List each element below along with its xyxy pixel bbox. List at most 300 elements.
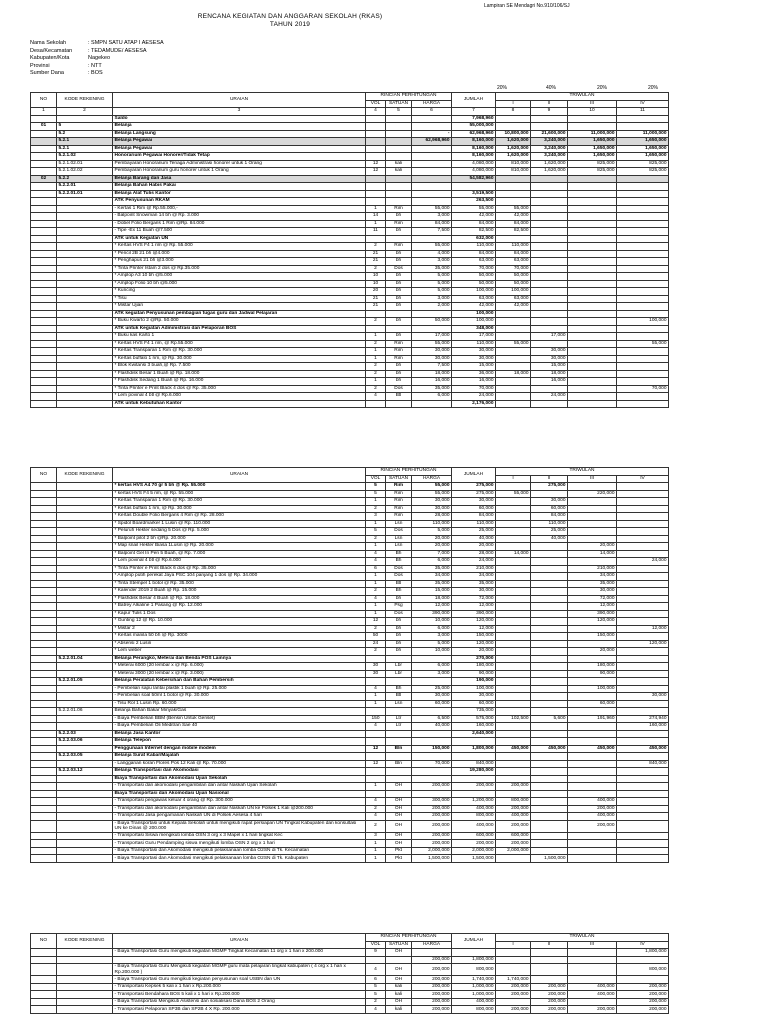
table-cell: * Buku kas Karto 1 [113,333,366,341]
pct-q3: 20% [597,85,608,91]
table-cell [617,355,669,363]
table-cell: 200,000 [452,783,496,791]
table-cell [366,730,386,738]
table-cell [617,183,669,191]
table-cell: 16,000 [412,378,452,386]
table-cell: 210,000 [452,565,496,573]
table-cell [568,385,617,393]
table-cell [531,190,568,198]
table-cell: 390,000 [452,610,496,618]
table-cell [57,700,113,708]
table-cell [617,550,669,558]
table-cell [57,295,113,303]
info-row: Provinsi : NTT [30,62,102,69]
table-cell [531,123,568,131]
table-header-cell: SATUAN [386,475,412,483]
table-cell: 600,000 [496,832,531,840]
table-cell [496,355,531,363]
table-header-cell: HARGA [412,100,452,108]
table-cell [531,790,568,798]
table-cell [386,183,412,191]
table-cell: 30,000 [568,588,617,596]
table-header-cell: 3 [113,108,366,116]
table-header-cell: URAIAN [113,468,366,483]
table-cell: 42,000 [452,213,496,221]
table-cell [531,798,568,806]
table-cell: 2,000,000 [496,847,531,855]
table-row [31,528,669,536]
table-cell: 2 [366,625,386,633]
table-cell [496,753,531,761]
table-cell [57,790,113,798]
table-cell [31,775,57,783]
table-cell: 2 [366,805,386,813]
table-cell: 1 [366,700,386,708]
table-cell: Dos [386,265,412,273]
table-cell: 21 [366,258,386,266]
table-row [31,847,669,855]
table-cell: 1 [366,543,386,551]
table-cell [31,998,57,1006]
table-cell [617,648,669,656]
table-cell [57,363,113,371]
table-row [31,580,669,588]
table-cell: 200,000 [412,983,452,991]
table-cell: 2 [366,243,386,251]
table-cell [568,832,617,840]
table-cell: 42,000 [496,303,531,311]
table-cell: 200,000 [568,805,617,813]
table-cell: 1 [366,603,386,611]
table-cell: - Transportasi Siswa mengikuti lomba OSN 3 org x 3 Mapel x 1 hari tingkat Kec [113,832,366,840]
table-cell: 84,000 [452,513,496,521]
table-row [31,535,669,543]
table-cell [57,775,113,783]
table-cell [31,235,57,243]
table-cell [31,588,57,596]
table-cell [617,655,669,663]
table-cell: 200,000 [617,998,669,1006]
table-cell: 348,000 [452,325,496,333]
table-cell: 274,940 [617,715,669,723]
table-cell: 2 [366,588,386,596]
table-cell [366,790,386,798]
table-cell [617,535,669,543]
table-row [31,760,669,768]
table-cell [31,115,57,123]
table-cell: 180,000 [452,663,496,671]
table-row [31,513,669,521]
table-row [31,625,669,633]
table-cell: - Transportasi dan akomodasi pengambilan dan antar Naskah UN ke Polsek 1 Kali @200.000 [113,805,366,813]
table-cell [412,153,452,161]
table-cell [617,513,669,521]
table-header-cell: 9 [531,108,568,116]
table-cell: 5.2 [57,130,113,138]
table-cell: 2 [366,385,386,393]
table-cell [57,348,113,356]
table-cell: 110,000 [531,520,568,528]
table-cell: 30,000 [531,348,568,356]
table-header-cell: II [531,475,568,483]
table-cell: bh [386,250,412,258]
table-cell: 200,000 [496,1006,531,1014]
table-cell: 10,800,000 [496,130,531,138]
table-cell: Rim [386,220,412,228]
table-cell: - Transportasi Kepsek 5 kali x 1 hari x Rp.200.000 [113,983,366,991]
table-cell: bh [386,213,412,221]
table-cell: 30,000 [531,355,568,363]
table-cell: 220,000 [568,490,617,498]
table-cell: 100,000 [452,310,496,318]
table-cell: * Kertas buffalo 1 rim, @ Rp. 30.000 [113,505,366,513]
table-cell [496,610,531,618]
table-cell: kali [386,983,412,991]
table-cell [531,678,568,686]
table-cell: 200,000 [531,983,568,991]
table-cell: 55,000 [412,483,452,491]
table-cell [386,130,412,138]
table-cell [531,310,568,318]
table-cell: 70,000 [617,385,669,393]
table-header-cell: 11 [617,108,669,116]
table-cell: 200,000 [568,820,617,832]
table-cell [531,258,568,266]
table-cell [617,603,669,611]
table-cell: Belanja Bahan Habis Pakai [113,183,366,191]
table-cell [568,483,617,491]
table-cell [31,483,57,491]
table-cell: * Kapur Tulis 1 Dos [113,610,366,618]
table-cell: 4 [366,723,386,731]
table-cell [568,760,617,768]
table-cell: bh [386,633,412,641]
table-cell [617,205,669,213]
table-cell [617,543,669,551]
table-cell: 12 [366,760,386,768]
table-cell: 5.2.1.02 [57,153,113,161]
table-cell [57,520,113,528]
table-cell [57,565,113,573]
table-cell: 34,000 [412,573,452,581]
table-cell [31,243,57,251]
table-cell: 1 [366,220,386,228]
table-cell: 3,000 [412,213,452,221]
table-row [31,640,669,648]
table-cell [531,768,568,776]
table-cell [31,640,57,648]
table-header-cell: URAIAN [113,93,366,108]
table-cell: 825,000 [617,168,669,176]
table-cell [531,243,568,251]
table-cell: 120,000 [452,618,496,626]
table-cell: Bh [386,550,412,558]
table-cell [31,228,57,236]
table-cell: 110,000 [452,520,496,528]
table-cell [496,640,531,648]
table-cell [57,991,113,999]
table-cell: * Tisu [113,295,366,303]
table-cell: 50,000 [412,318,452,326]
table-cell [412,708,452,716]
table-cell [496,618,531,626]
table-cell [496,378,531,386]
table-cell [617,265,669,273]
table-cell: * Tinta Printer e Print Black 4 dos @ Rp. 35.000 [113,385,366,393]
table-cell [366,768,386,776]
table-cell [568,738,617,746]
table-cell [31,595,57,603]
table-cell [496,183,531,191]
table-cell [31,250,57,258]
table-header-cell: RINCIAN PERHITUNGAN [366,93,452,101]
table-cell [31,130,57,138]
table-cell [366,753,386,761]
table-cell [531,610,568,618]
table-cell: - Transportasi pengawas keluar 4 orang @ Rp. 300.000 [113,798,366,806]
table-cell: 450,000 [568,745,617,753]
table-header-cell: IV [617,100,669,108]
table-header-cell: HARGA [412,941,452,949]
table-cell: 12,000 [412,603,452,611]
table-cell [496,768,531,776]
table-row [31,340,669,348]
table-cell [531,213,568,221]
table-cell: 55,000,000 [452,123,496,131]
table-cell [31,693,57,701]
table-cell: 200,000 [412,820,452,832]
table-row [31,130,669,138]
table-row [31,183,669,191]
table-cell [31,168,57,176]
table-cell [31,393,57,401]
table-cell [57,573,113,581]
table-row [31,220,669,228]
table-cell: Psg [386,603,412,611]
table-cell: * kertas HVS F4 5 rim, @ Rp. 55.000 [113,490,366,498]
table-row [31,603,669,611]
table-cell [57,798,113,806]
table-cell: 5.2.2.03.06 [57,738,113,746]
table-cell [57,340,113,348]
table-cell [31,991,57,999]
table-cell: 1,620,000 [531,168,568,176]
table-cell [113,956,366,964]
table-cell: kali [386,168,412,176]
table-row [31,558,669,566]
table-cell [496,670,531,678]
table-cell: 30,000 [412,505,452,513]
table-header-cell: 10 [568,108,617,116]
table-cell: 120,000 [568,618,617,626]
document-title: RENCANA KEGIATAN DAN ANGGARAN SEKOLAH (RKAS) [197,13,383,20]
table-cell [496,760,531,768]
table-cell: Btl [386,580,412,588]
table-cell [31,983,57,991]
table-cell [452,949,496,957]
table-cell: Biaya Transportasi dan Akomodasi Ujian Sekolah [113,775,366,783]
table-row [31,983,669,991]
table-cell: 1 [366,580,386,588]
table-row [31,378,669,386]
table-cell: bh [386,295,412,303]
table-cell: 1,200,000 [452,798,496,806]
table-cell [531,580,568,588]
table-cell [568,258,617,266]
table-cell: Bh [386,558,412,566]
table-header-cell: JUMLAH [452,934,496,949]
table-cell: 84,000 [496,250,531,258]
table-cell [531,318,568,326]
table-cell [531,273,568,281]
table-cell [496,738,531,746]
table-cell: 400,000 [452,805,496,813]
table-cell: ATK untuk Kegiatan UN [113,235,366,243]
table-cell: 2 [366,505,386,513]
table-cell [568,348,617,356]
table-row [31,708,669,716]
table-cell: 5 [366,991,386,999]
table-cell: 200,000 [617,983,669,991]
table-cell: 100,000 [617,318,669,326]
table-cell: 5.2.2.01 [57,183,113,191]
table-cell [57,670,113,678]
table-row [31,243,669,251]
table-cell [57,855,113,863]
table-cell: - Biaya Transportasi dan Akomodasi mengikuti pelaksanaan lomba O2SN di Tk. Kabupaten [113,855,366,863]
table-cell [31,1006,57,1014]
table-row [31,813,669,821]
table-cell: 5.2.1.02.01 [57,160,113,168]
table-cell: 12 [366,745,386,753]
table-cell: 300,000 [412,798,452,806]
table-cell [531,550,568,558]
table-cell: 5,000 [412,280,452,288]
table-cell: 3,000 [412,670,452,678]
table-cell [386,153,412,161]
table-cell: 5.2.1 [57,138,113,146]
table-cell [386,235,412,243]
table-cell [366,190,386,198]
table-cell: 15,000 [412,588,452,596]
table-cell: OH [386,805,412,813]
table-cell [57,618,113,626]
pct-q1: 20% [497,85,508,91]
table-cell: 21 [366,303,386,311]
table-cell [31,385,57,393]
table-cell: 30,000 [452,693,496,701]
table-cell [57,198,113,206]
table-cell: 1,500,000 [531,855,568,863]
table-cell [617,685,669,693]
table-cell: bh [386,258,412,266]
table-cell: Belanja Langsung [113,130,366,138]
table-cell: Lsn [386,535,412,543]
table-cell: 100,000 [496,288,531,296]
table-row [31,670,669,678]
table-cell: 63,000 [496,258,531,266]
table-cell [496,708,531,716]
table-cell: 200,000 [412,976,452,984]
table-cell: 30,000 [452,348,496,356]
table-cell: 800,000 [452,1006,496,1014]
table-cell: bh [386,318,412,326]
table-cell: 24,000 [617,558,669,566]
table-cell [31,790,57,798]
table-cell: 82,500 [452,228,496,236]
table-cell [617,190,669,198]
table-cell: 4 [366,964,386,976]
table-cell: 4,000 [412,250,452,258]
table-cell: 25,000 [412,685,452,693]
table-cell [412,123,452,131]
table-cell [496,310,531,318]
table-cell [412,655,452,663]
table-cell: 6,000 [412,558,452,566]
table-cell [496,663,531,671]
table-cell [57,220,113,228]
table-cell [531,783,568,791]
table-cell: - [412,130,452,138]
table-cell [617,363,669,371]
table-cell [568,535,617,543]
table-row [31,805,669,813]
table-cell [57,820,113,832]
table-row [31,840,669,848]
table-cell [617,213,669,221]
table-cell [496,333,531,341]
table-cell: * Kertas Transparan 1 Rim @ Rp. 30.000 [113,348,366,356]
table-cell [568,198,617,206]
table-cell [531,700,568,708]
table-cell: 735,000 [452,708,496,716]
table-cell: 35,000 [412,580,452,588]
table-cell [531,115,568,123]
table-row [31,693,669,701]
table-cell [31,333,57,341]
table-cell [31,528,57,536]
table-cell [31,573,57,581]
table-cell: Dos [386,385,412,393]
table-cell [531,325,568,333]
table-cell: * Gunting 12 @ Rp. 10.000 [113,618,366,626]
table-cell [617,325,669,333]
table-cell [568,730,617,738]
table-cell: 55,000 [412,205,452,213]
school-info [30,40,164,78]
table-cell: 800,000 [452,813,496,821]
table-cell [31,543,57,551]
table-cell [531,385,568,393]
table-cell [617,565,669,573]
table-cell: 35,000 [568,580,617,588]
table-header-cell: HARGA [412,475,452,483]
table-cell: 5 [366,528,386,536]
table-cell [496,580,531,588]
table-cell [568,115,617,123]
table-cell [568,964,617,976]
table-cell [568,220,617,228]
table-cell: 1,650,000 [617,145,669,153]
table-cell [57,265,113,273]
table-cell [412,198,452,206]
table-cell [386,190,412,198]
table-header-cell: II [531,941,568,949]
table-cell [57,528,113,536]
table-cell [31,303,57,311]
table-cell [496,790,531,798]
table-cell: 34,000 [452,573,496,581]
